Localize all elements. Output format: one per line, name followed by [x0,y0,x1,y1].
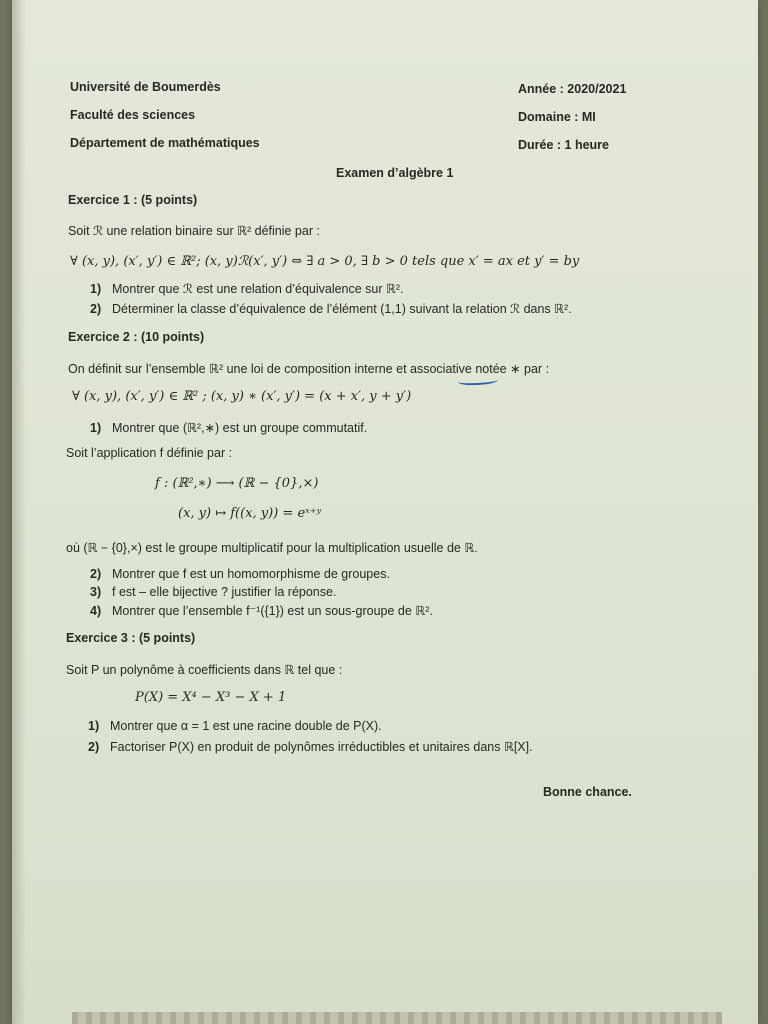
exercise-2-intro: On définit sur l’ensemble ℝ² une loi de composition interne et associative notée ∗ par : [68,362,550,376]
question-number: 4) [90,604,102,618]
exercise-2-map-formula: (x, y) ↦ f((x, y)) = eˣ⁺ʸ [178,506,322,521]
question-number: 2) [90,302,102,316]
exercise-2-question-4 [90,603,433,618]
question-number: 1) [90,421,102,435]
exercise-2-question-2 [90,567,390,581]
exercise-1-definition: ∀ (x, y), (x′, y′) ∈ ℝ²; (x, y)ℛ(x′, y′) ⇔ ∃ a > 0, ∃ b > 0 tels que x′ = ax et y′ = by [70,254,580,269]
exercise-1-intro: Soit ℛ une relation binaire sur ℝ² définie par : [68,224,320,238]
table-edge [72,1012,722,1024]
question-text: Montrer que (ℝ²,∗) est un groupe commutatif. [112,421,368,435]
closing-note: Bonne chance. [543,785,632,799]
academic-year: Année : 2020/2021 [518,82,627,96]
exercise-2-question-1 [90,420,367,435]
exercise-2-where: où (ℝ − {0},×) est le groupe multiplicatif pour la multiplication usuelle de ℝ. [66,541,478,555]
exercise-3-polynomial: P(X) = X⁴ − X³ − X + 1 [135,690,287,705]
question-number: 1) [90,282,102,296]
exercise-3-intro: Soit P un polynôme à coefficients dans ℝ tel que : [66,663,343,677]
question-number: 2) [90,567,102,581]
exam-sheet [12,0,758,1024]
question-text: Déterminer la classe d’équivalence de l’élément (1,1) suivant la relation ℛ dans ℝ². [112,302,572,316]
university-name: Université de Boumerdès [70,80,221,94]
exercise-2-map-definition: f : (ℝ²,∗) ⟶ (ℝ − {0},×) [155,476,319,491]
question-number: 1) [88,719,100,733]
exercise-2-question-3 [90,585,336,599]
exercise-2-law: ∀ (x, y), (x′, y′) ∈ ℝ² ; (x, y) ∗ (x′, y′) = (x + x′, y + y′) [72,389,412,404]
paper-shadow [12,0,26,1024]
department-name: Département de mathématiques [70,136,260,150]
question-number: 3) [90,585,102,599]
question-text: Montrer que α = 1 est une racine double de P(X). [110,719,382,733]
exercise-3-title: Exercice 3 : (5 points) [66,631,196,645]
exercise-1-title: Exercice 1 : (5 points) [68,193,198,207]
exercise-2-title: Exercice 2 : (10 points) [68,330,205,344]
question-text: Montrer que f est un homomorphisme de groupes. [112,567,390,581]
exercise-1-question-2 [90,301,572,316]
exercise-1-question-1 [90,281,404,296]
exercise-3-question-2 [88,739,533,754]
exam-duration: Durée : 1 heure [518,138,610,152]
faculty-name: Faculté des sciences [70,108,196,122]
question-text: f est – elle bijective ? justifier la réponse. [112,585,337,599]
exam-title: Examen d’algèbre 1 [336,166,454,180]
question-number: 2) [88,740,100,754]
exercise-2-application-intro: Soit l’application f définie par : [66,446,233,460]
exercise-3-question-1 [88,719,382,733]
question-text: Montrer que ℛ est une relation d’équivalence sur ℝ². [112,282,404,296]
question-text: Montrer que l’ensemble f⁻¹({1}) est un sous-groupe de ℝ². [112,604,433,618]
question-text: Factoriser P(X) en produit de polynômes irréductibles et unitaires dans ℝ[X]. [110,740,533,754]
domain-label: Domaine : MI [518,110,596,124]
